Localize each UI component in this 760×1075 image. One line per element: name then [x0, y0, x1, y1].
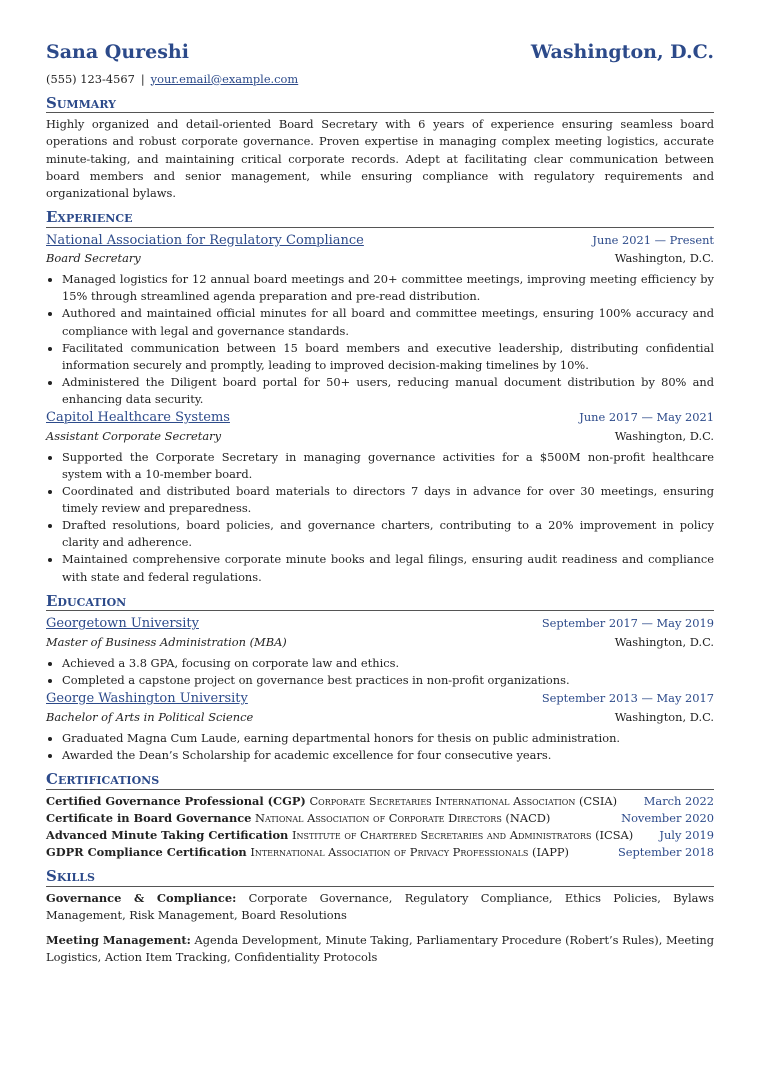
- certifications-heading: Certifications: [46, 770, 714, 790]
- school-link[interactable]: George Washington University: [46, 691, 248, 707]
- job-entry: [46, 231, 714, 408]
- certification-item: [46, 810, 714, 827]
- certification-item: [46, 844, 714, 861]
- experience-section: [46, 208, 714, 586]
- job-bullet-list: [46, 449, 714, 586]
- job-entry: [46, 408, 714, 585]
- skill-category: Governance & Compliance:: [46, 890, 237, 905]
- degree: Bachelor of Arts in Political Science: [46, 709, 254, 724]
- job-bullet: • Coordinated and distributed board materials to directors 7 days in advance for over 30 meetings, ensuring timely review and preparedness.: [62, 483, 714, 517]
- education-bullet: • Awarded the Dean’s Scholarship for academic excellence for four consecutive years.: [62, 747, 714, 764]
- contact-separator: |: [140, 71, 145, 86]
- certification-issuer: National Association of Corporate Directors (NACD): [255, 810, 551, 825]
- job-title: Board Secretary: [46, 251, 141, 266]
- certification-issuer: Corporate Secretaries International Association (CSIA): [309, 793, 618, 808]
- job-dates: June 2021 — Present: [592, 232, 714, 247]
- job-bullet: • Maintained comprehensive corporate minute books and legal filings, ensuring audit readiness and compliance with state and federal regulations.: [62, 551, 714, 585]
- candidate-location: Washington, D.C.: [530, 41, 714, 63]
- contact-line: [46, 71, 714, 88]
- education-bullet: • Achieved a 3.8 GPA, focusing on corporate law and ethics.: [62, 655, 714, 672]
- job-location: Washington, D.C.: [614, 428, 714, 443]
- school-location: Washington, D.C.: [614, 709, 714, 724]
- experience-heading: Experience: [46, 208, 714, 228]
- education-bullet: • Graduated Magna Cum Laude, earning departmental honors for thesis on public administration.: [62, 730, 714, 747]
- skills-heading: Skills: [46, 867, 714, 887]
- certifications-section: [46, 770, 714, 861]
- certification-name: GDPR Compliance Certification: [46, 845, 247, 860]
- job-title: Assistant Corporate Secretary: [46, 428, 222, 443]
- school-dates: September 2013 — May 2017: [541, 691, 714, 706]
- job-location: Washington, D.C.: [614, 251, 714, 266]
- skill-list: Corporate Governance, Regulatory Compliance, Ethics Policies, Bylaws Management, Risk Management, Board Resolutions: [46, 890, 714, 923]
- education-bullet-list: [46, 730, 714, 764]
- certification-name: Certificate in Board Governance: [46, 810, 252, 825]
- certification-date: March 2022: [643, 793, 714, 808]
- job-bullet-list: [46, 271, 714, 408]
- degree: Master of Business Administration (MBA): [46, 634, 287, 649]
- job-organization-link[interactable]: Capitol Healthcare Systems: [46, 410, 230, 426]
- job-bullet: • Supported the Corporate Secretary in managing governance activities for a $500M non-profit healthcare system with a 10-member board.: [62, 449, 714, 483]
- summary-section: [46, 94, 714, 202]
- certification-name: Advanced Minute Taking Certification: [46, 828, 289, 842]
- summary-text: Highly organized and detail-oriented Board Secretary with 6 years of experience ensuring seamless board operations and robust corporate governance. Proven expertise in managing complex meeting logistics, accurate minute-taking, and maintaining critical corporate records. Adept at facilitating clear communication between board members and senior management, while ensuring compliance with regulatory requirements and organizational bylaws.: [46, 117, 714, 200]
- education-entry: [46, 614, 714, 689]
- resume-header: [46, 38, 714, 67]
- education-heading: Education: [46, 592, 714, 612]
- email-link[interactable]: your.email@example.com: [150, 71, 299, 86]
- skill-group: [46, 890, 714, 924]
- school-location: Washington, D.C.: [614, 634, 714, 649]
- education-entry: [46, 689, 714, 764]
- certification-date: September 2018: [617, 845, 714, 860]
- skill-list: Agenda Development, Minute Taking, Parliamentary Procedure (Robert’s Rules), Meeting Logistics, Action Item Tracking, Confidentiality Protocols: [46, 933, 714, 965]
- certification-date: November 2020: [621, 810, 714, 825]
- education-bullet-list: [46, 655, 714, 689]
- certification-item: [46, 827, 714, 844]
- skill-group: [46, 932, 714, 966]
- summary-heading: Summary: [46, 94, 714, 114]
- certification-issuer: International Association of Privacy Professionals (IAPP): [250, 845, 569, 860]
- phone-number: (555) 123-4567: [46, 71, 135, 86]
- education-section: [46, 592, 714, 764]
- skill-category: Meeting Management:: [46, 933, 191, 948]
- certification-name: Certified Governance Professional (CGP): [46, 793, 306, 808]
- candidate-name: Sana Qureshi: [46, 41, 189, 63]
- school-link[interactable]: Georgetown University: [46, 616, 199, 632]
- skills-section: [46, 867, 714, 966]
- job-bullet: • Administered the Diligent board portal for 50+ users, reducing manual document distribution by 80% and enhancing data security.: [62, 374, 714, 408]
- job-bullet: • Authored and maintained official minutes for all board and committee meetings, ensuring 100% accuracy and compliance with legal and governance standards.: [62, 305, 714, 339]
- job-bullet: • Facilitated communication between 15 board members and executive leadership, distributing confidential information securely and promptly, leading to improved decision-making timelines by 10%.: [62, 340, 714, 374]
- job-dates: June 2017 — May 2021: [579, 410, 714, 425]
- job-bullet: • Managed logistics for 12 annual board meetings and 20+ committee meetings, improving meeting efficiency by 15% through streamlined agenda preparation and pre-read distribution.: [62, 271, 714, 305]
- school-dates: September 2017 — May 2019: [541, 616, 714, 631]
- certification-issuer: Institute of Chartered Secretaries and Administrators (ICSA): [291, 828, 634, 842]
- job-bullet: • Drafted resolutions, board policies, and governance charters, contributing to a 20% improvement in policy clarity and adherence.: [62, 517, 714, 551]
- certification-item: [46, 793, 714, 810]
- certification-date: July 2019: [659, 828, 714, 842]
- job-organization-link[interactable]: National Association for Regulatory Compliance: [46, 232, 364, 248]
- education-bullet: • Completed a capstone project on governance best practices in non-profit organizations.: [62, 672, 714, 689]
